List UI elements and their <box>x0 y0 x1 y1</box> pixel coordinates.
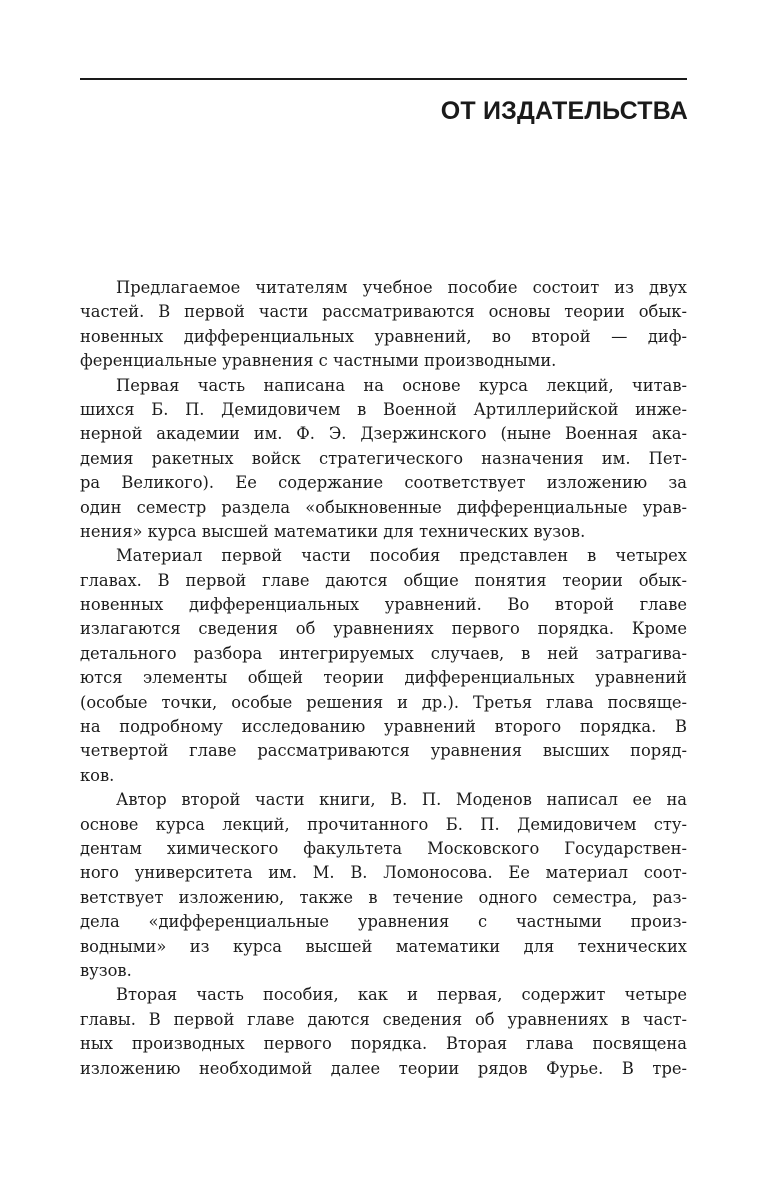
text-line: ков. <box>80 765 115 785</box>
text-line: дентам химического факультета Московского Государствен- <box>80 838 687 858</box>
text-line: Материал первой части пособия представлен в четырех <box>116 546 687 566</box>
text-line: шихся Б. П. Демидовичем в Военной Артиллерийской инже- <box>80 399 687 419</box>
text-line: Первая часть написана на основе курса лекций, читав- <box>116 375 687 395</box>
text-line: ных производных первого порядка. Вторая глава посвящена <box>80 1034 687 1054</box>
text-line: один семестр раздела «обыкновенные дифференциальные урав- <box>80 497 687 517</box>
paragraph-2 <box>80 374 687 545</box>
text-line: ференциальные уравнения с частными производными. <box>80 351 557 371</box>
text-line: Вторая часть пособия, как и первая, содержит четыре <box>116 985 687 1005</box>
text-line: вузов. <box>80 960 132 980</box>
text-line: Предлагаемое читателям учебное пособие состоит из двух <box>116 278 687 297</box>
text-line: четвертой главе рассматриваются уравнения высших поряд- <box>80 741 687 761</box>
paragraph-1 <box>80 276 687 374</box>
paragraph-4 <box>80 788 687 983</box>
text-line: детального разбора интегрируемых случаев, в ней затрагива- <box>80 643 687 663</box>
text-line: (особые точки, особые решения и др.). Третья глава посвяще- <box>80 692 687 712</box>
text-line: новенных дифференциальных уравнений, во второй — диф- <box>80 326 687 346</box>
text-line: главах. В первой главе даются общие понятия теории обык- <box>80 570 687 590</box>
page-title: ОТ ИЗДАТЕЛЬСТВА <box>440 97 688 125</box>
text-line: нения» курса высшей математики для технических вузов. <box>80 521 586 541</box>
body-text <box>80 276 687 1081</box>
text-line: ра Великого). Ее содержание соответствует изложению за <box>80 473 687 493</box>
text-line: частей. В первой части рассматриваются основы теории обык- <box>80 302 687 322</box>
paragraph-5 <box>80 983 687 1081</box>
text-line: новенных дифференциальных уравнений. Во второй главе <box>80 595 687 615</box>
text-line: главы. В первой главе даются сведения об уравнениях в част- <box>80 1009 687 1029</box>
text-line: дела «дифференциальные уравнения с частными произ- <box>80 912 687 932</box>
text-line: излагаются сведения об уравнениях первого порядка. Кроме <box>80 619 687 639</box>
text-line: водными» из курса высшей математики для технических <box>80 936 687 956</box>
text-line: ются элементы общей теории дифференциальных уравнений <box>80 668 687 688</box>
header-rule <box>80 78 687 80</box>
text-line: изложению необходимой далее теории рядов Фурье. В тре- <box>80 1058 687 1078</box>
text-line: основе курса лекций, прочитанного Б. П. Демидовичем сту- <box>80 814 687 834</box>
text-line: Автор второй части книги, В. П. Моденов написал ее на <box>116 790 687 810</box>
text-line: нерной академии им. Ф. Э. Дзержинского (ныне Военная ака- <box>80 424 687 444</box>
text-line: ветствует изложению, также в течение одного семестра, раз- <box>80 887 687 907</box>
text-line: ного университета им. М. В. Ломоносова. Ее материал соот- <box>80 863 687 883</box>
text-line: демия ракетных войск стратегического назначения им. Пет- <box>80 448 687 468</box>
paragraph-3 <box>80 544 687 788</box>
text-line: на подробному исследованию уравнений второго порядка. В <box>80 717 687 737</box>
